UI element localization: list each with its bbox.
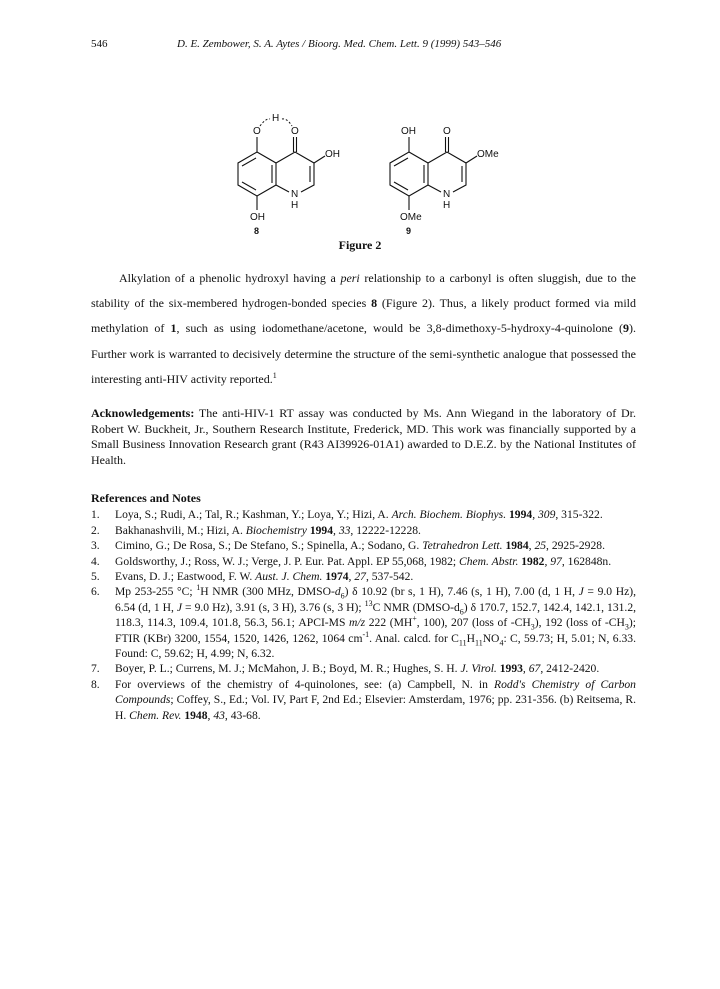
hydroxyl-bottom-label: OH bbox=[250, 212, 265, 223]
references-heading: References and Notes bbox=[91, 491, 201, 505]
reference-item: 8. For overviews of the chemistry of 4-quinolones, see: (a) Campbell, N. in Rodd's Chemistry of Carbon Compounds; Coffey, S., Ed.; Vol. IV, Part F, 2nd Ed.; Elsevier: Amsterdam, 1976; pp. 231-356. (b) Reitsema, R. H. Chem. Rev. 1948, 43, 43-68. bbox=[91, 677, 636, 722]
running-header bbox=[91, 38, 636, 54]
compound-label-9: 9 bbox=[406, 226, 412, 236]
nitrogen-label: N bbox=[291, 189, 299, 200]
methoxy-bottom-label: OMe bbox=[400, 212, 422, 223]
reference-item: 5. Evans, D. J.; Eastwood, F. W. Aust. J. Chem. 1974, 27, 537-542. bbox=[91, 570, 414, 584]
nitrogen-label-9: N bbox=[443, 189, 451, 200]
oxygen-left-label: O bbox=[253, 126, 261, 137]
reference-item: 4. Goldsworthy, J.; Ross, W. J.; Verge, J. P. Eur. Pat. Appl. EP 55,068, 1982; Chem. Abstr. 1982, 97, 162848n. bbox=[91, 554, 612, 568]
nh-hydrogen-label: H bbox=[291, 200, 299, 211]
figure-2 bbox=[220, 112, 520, 247]
reference-item: 2. Bakhanashvili, M.; Hizi, A. Biochemistry 1994, 33, 12222-12228. bbox=[91, 523, 421, 537]
reference-item: 7. Boyer, P. L.; Currens, M. J.; McMahon, J. B.; Boyd, M. R.; Hughes, S. H. J. Virol. 1993, 67, 2412-2420. bbox=[91, 662, 600, 676]
chemical-structures bbox=[220, 112, 520, 247]
hydrogen-label: H bbox=[272, 113, 280, 124]
reference-item: 3. Cimino, G.; De Rosa, S.; De Stefano, S.; Spinella, A.; Sodano, G. Tetrahedron Lett. 1984, 25, 2925-2928. bbox=[91, 539, 605, 553]
oxygen-right-label: O bbox=[291, 126, 299, 137]
acknowledgements bbox=[91, 406, 636, 468]
nh-hydrogen-label-9: H bbox=[443, 200, 451, 211]
page-number: 546 bbox=[91, 38, 108, 50]
body-paragraph: Alkylation of a phenolic hydroxyl having a peri relationship to a carbonyl is often sluggish, due to the stability of the six-membered hydrogen-bonded species 8 (Figure 2). Thus, a likely product formed via mild methylation of 1, such as using iodomethane/acetone, would be 3,8-dimethoxy-5-hydroxy-4-quinolone (9). Further work is warranted to decisively determine the structure of the semi-synthetic analogue that possessed the interesting anti-HIV activity reported.$^1$ bbox=[91, 271, 636, 386]
figure-caption: Figure 2 bbox=[338, 238, 382, 252]
acknowledgements-heading: Acknowledgements: bbox=[91, 406, 195, 420]
carbonyl-oxygen-label: O bbox=[443, 126, 451, 137]
reference-list bbox=[91, 507, 636, 723]
running-head: D. E. Zembower, S. A. Aytes / Bioorg. Med. Chem. Lett. 9 (1999) 543–546 bbox=[177, 38, 502, 50]
hydrogen-bond-right bbox=[282, 119, 292, 126]
methoxy-ring-label: OMe bbox=[477, 149, 499, 160]
reference-item: 1. Loya, S.; Rudi, A.; Tal, R.; Kashman, Y.; Loya, Y.; Hizi, A. Arch. Biochem. Biophys. 1994, 309, 315-322. bbox=[91, 508, 603, 522]
compound-8-bonds bbox=[238, 137, 325, 210]
reference-item: 6. Mp 253-255 °C; $^1$H NMR (300 MHz, DMSO-$d_6$) δ 10.92 (br s, 1 H), 7.46 (s, 1 H), 7.00 (d, 1 H, J = 9.0 Hz), 6.54 (d, 1 H, J = 9.0 Hz), 3.91 (s, 3 H), 3.76 (s, 3 H); $^{13}$C NMR $(DMSO-d_6)$ δ 170.7, 152.7, 142.4, 142.1, 131.2, 118.3, 114.3, 109.4, 101.8, 56.3, 56.1; APCI-MS m/z 222 (MH+, 100), 207 (loss of $-CH_3$), 192 (loss of $-CH_3$); FTIR (KBr) 3200, 1554, 1520, 1426, 1262, 1064 $cm^{-1}$. Anal. calcd. for $C_{11}H_{11}NO_4$: C, 59.73; H, 5.01; N, 6.33. Found: C, 59.62; H, 4.99; N, 6.32. bbox=[91, 583, 637, 661]
acknowledgements-text: The anti-HIV-1 RT assay was conducted by Ms. Ann Wiegand in the laboratory of Dr. Robert W. Buckheit, Jr., Southern Research Institute, Frederick, MD. This work was financially supported by a Small Business Innovation Research grant (R43 AI39926-01A1) awarded to D.E.Z. by the National Institutes of Health. bbox=[91, 406, 636, 467]
citation-superscript: 1 bbox=[272, 370, 277, 380]
compound-label-8: 8 bbox=[254, 226, 260, 236]
hydroxyl-ring-label: OH bbox=[325, 149, 340, 160]
hydroxyl-top-label: OH bbox=[401, 126, 416, 137]
hydrogen-bond-left bbox=[260, 119, 270, 126]
compound-9-bonds bbox=[390, 137, 477, 210]
references-section bbox=[91, 491, 636, 723]
